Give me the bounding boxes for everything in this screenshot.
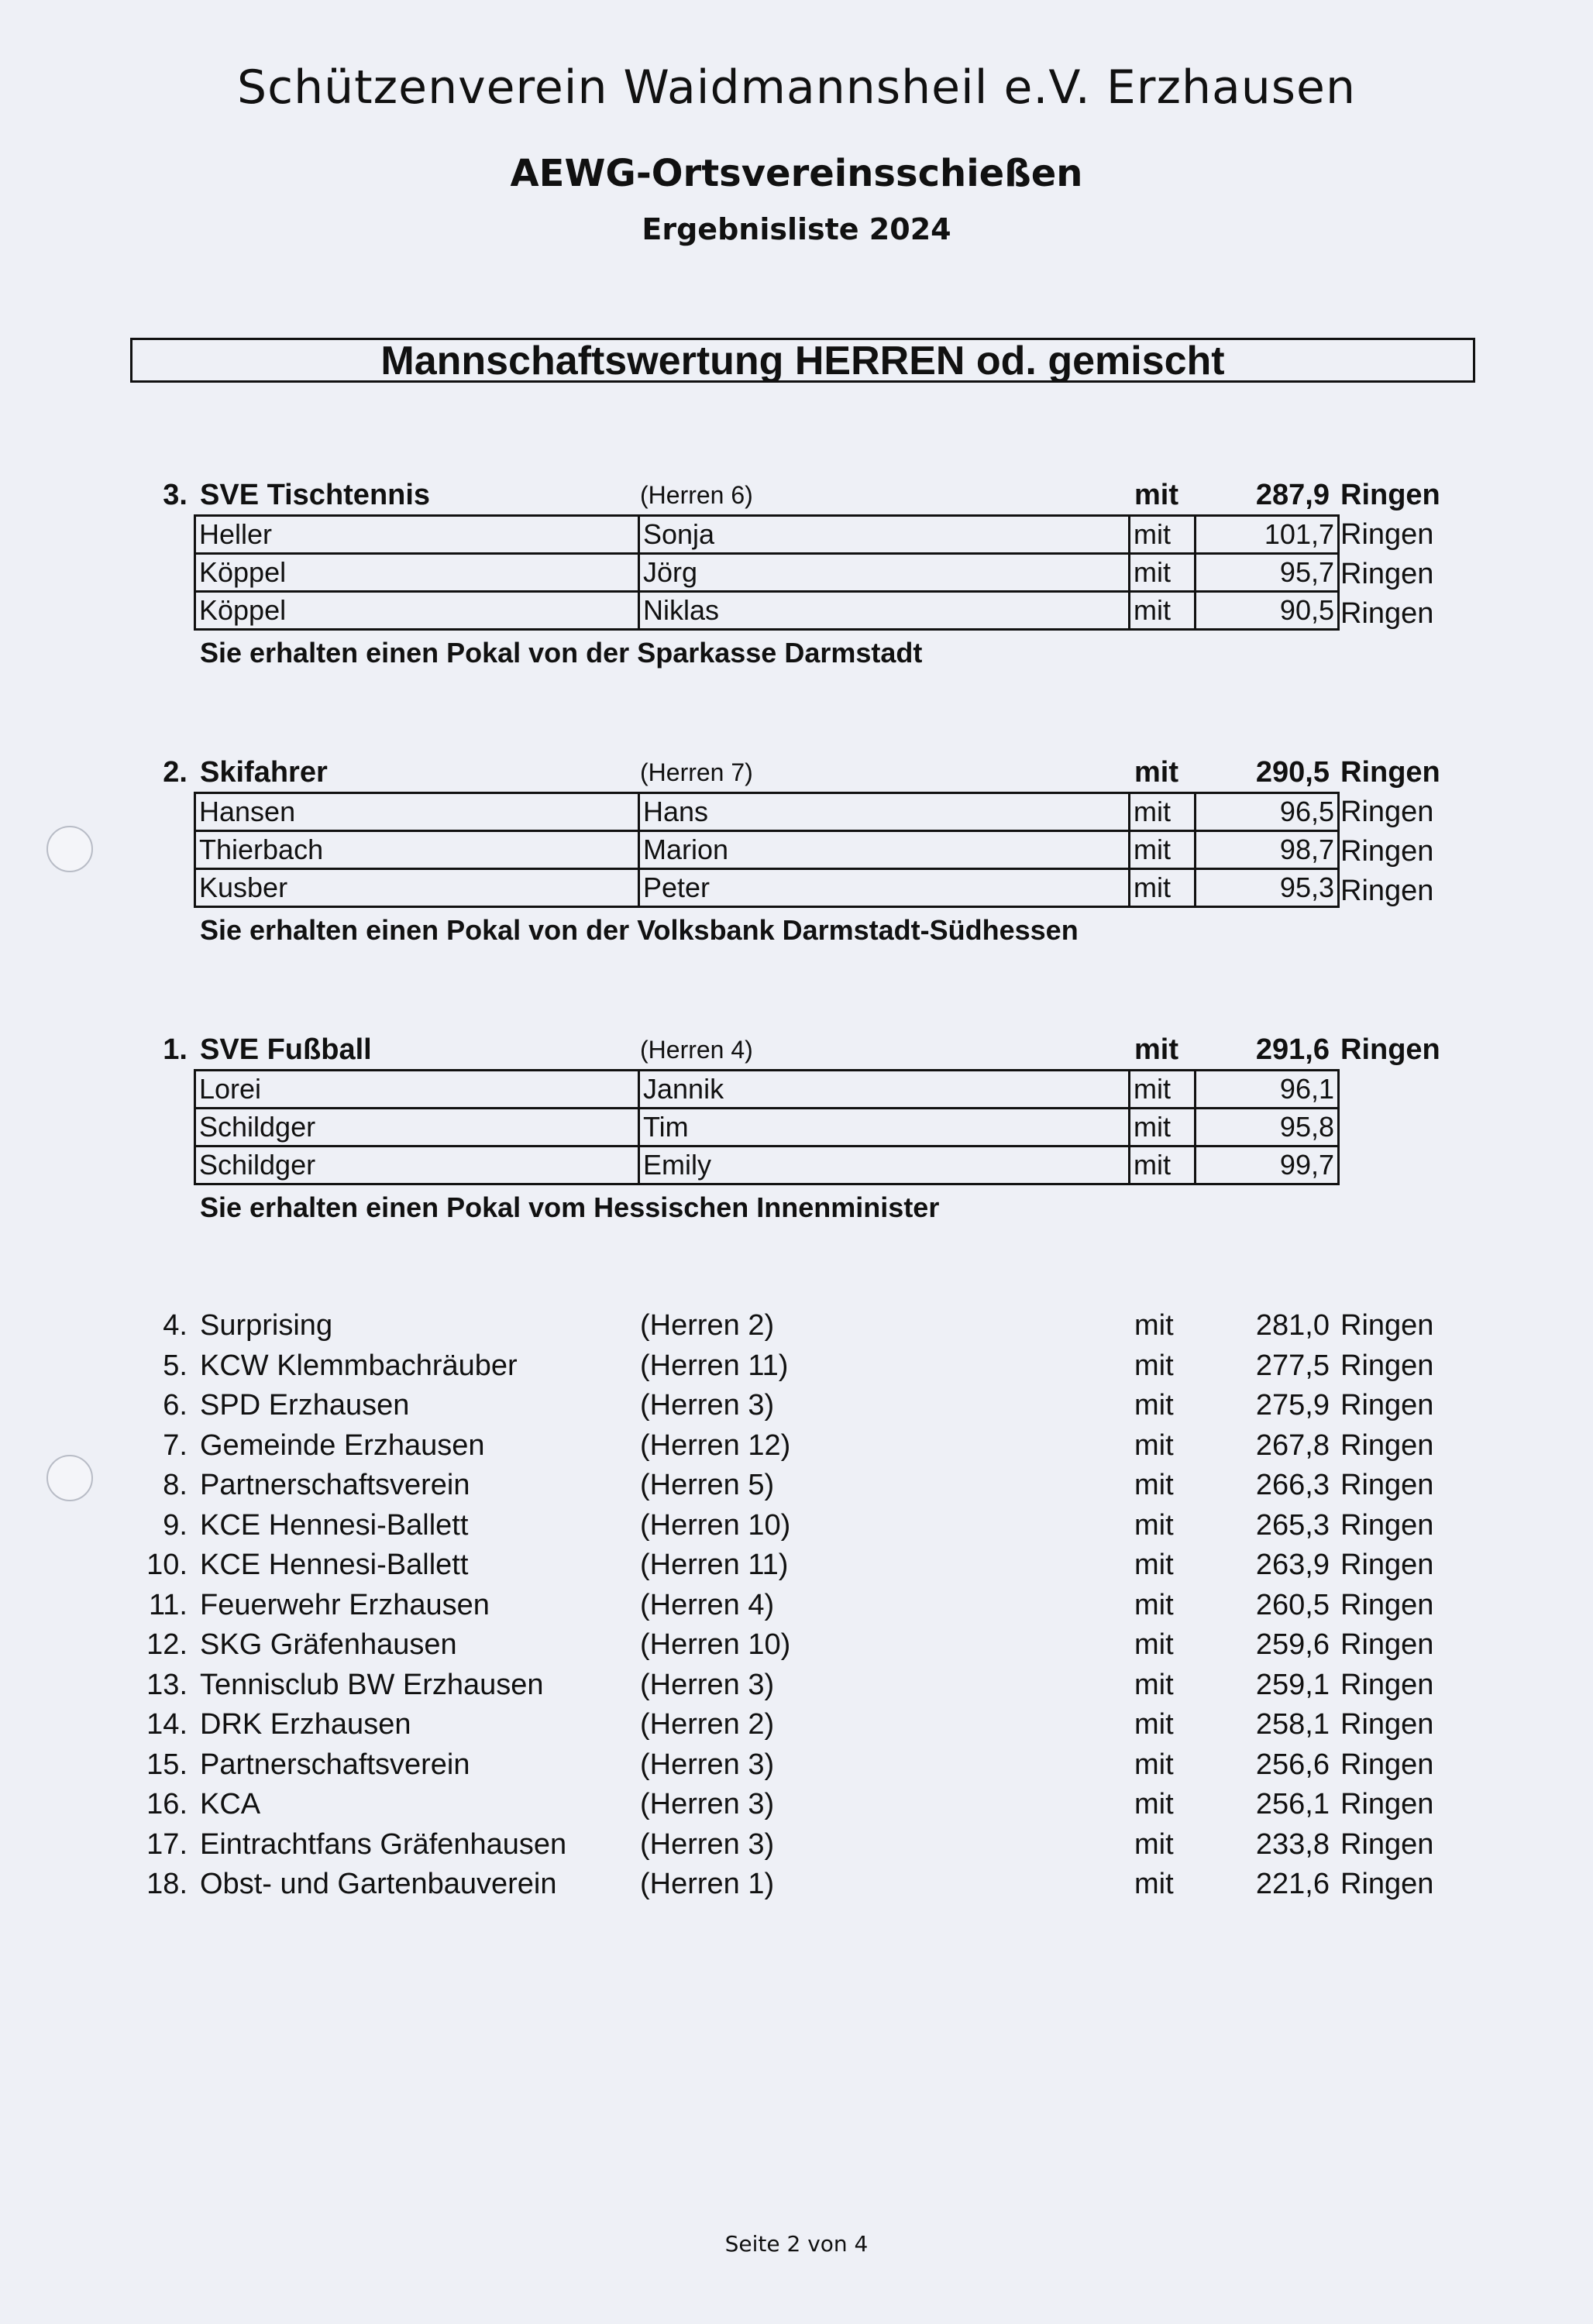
- ranking-score: 263,9: [1255, 1549, 1330, 1581]
- ranking-team-name: Eintrachtfans Gräfenhausen: [200, 1827, 567, 1861]
- ranking-row: [0, 1785, 1593, 1825]
- member-mit: mit: [1130, 1109, 1196, 1147]
- member-mit: mit: [1130, 554, 1196, 592]
- member-table: [194, 1069, 1340, 1185]
- ranking-unit: Ringen: [1340, 1628, 1434, 1661]
- ranking-mit: mit: [1134, 1628, 1174, 1661]
- page-number: Seite 2 von 4: [724, 2231, 869, 2257]
- team-mit: mit: [1134, 1033, 1178, 1066]
- ranking-team-name: KCE Hennesi-Ballett: [200, 1508, 469, 1542]
- member-last-name: Kusber: [195, 869, 639, 907]
- ranking-team-name: KCA: [200, 1788, 261, 1820]
- ranking-unit: Ringen: [1340, 1868, 1434, 1900]
- ranking-mit: mit: [1134, 1708, 1174, 1741]
- ranking-row: [0, 1586, 1593, 1626]
- member-last-name: Köppel: [195, 592, 639, 630]
- team-name: Skifahrer: [200, 756, 328, 789]
- ranking-mit: mit: [1134, 1349, 1174, 1382]
- ranking-team-name: Surprising: [200, 1309, 333, 1342]
- team-score: 287,9: [1255, 479, 1330, 511]
- club-title: Schützenverein Waidmannsheil e.V. Erzhausen: [237, 60, 1356, 115]
- member-score: 95,8: [1196, 1109, 1339, 1147]
- ranking-rank: 6.: [163, 1389, 188, 1422]
- team-name: SVE Fußball: [200, 1033, 372, 1066]
- ranking-group: (Herren 3): [640, 1748, 775, 1781]
- member-first-name: Hans: [639, 793, 1130, 831]
- team-unit: Ringen: [1340, 1033, 1440, 1066]
- team-unit: Ringen: [1340, 756, 1440, 789]
- ranking-mit: mit: [1134, 1748, 1174, 1781]
- member-mit: mit: [1130, 516, 1196, 554]
- ranking-score: 256,6: [1255, 1748, 1330, 1781]
- ranking-mit: mit: [1134, 1389, 1174, 1422]
- member-table: [194, 792, 1340, 908]
- member-last-name: Heller: [195, 516, 639, 554]
- ranking-row: [0, 1625, 1593, 1666]
- ranking-rank: 5.: [163, 1349, 188, 1382]
- ranking-team-name: SKG Gräfenhausen: [200, 1628, 457, 1661]
- ranking-row: [0, 1545, 1593, 1586]
- ranking-team-name: SPD Erzhausen: [200, 1389, 410, 1422]
- ranking-team-name: Partnerschaftsverein: [200, 1748, 470, 1781]
- ranking-group: (Herren 11): [640, 1349, 789, 1382]
- ranking-score: 260,5: [1255, 1588, 1330, 1621]
- team-name: SVE Tischtennis: [200, 479, 431, 511]
- team-rank: 3.: [163, 479, 188, 511]
- ranking-rank: 17.: [146, 1827, 188, 1861]
- ranking-rank: 12.: [146, 1628, 188, 1661]
- member-last-name: Hansen: [195, 793, 639, 831]
- member-mit: mit: [1130, 831, 1196, 869]
- ranking-score: 259,1: [1255, 1668, 1330, 1701]
- ranking-unit: Ringen: [1340, 1827, 1434, 1861]
- ranking-mit: mit: [1134, 1309, 1174, 1342]
- member-row: [195, 516, 1339, 554]
- team-group: (Herren 6): [640, 481, 753, 509]
- ranking-score: 267,8: [1255, 1428, 1330, 1462]
- ranking-unit: Ringen: [1340, 1748, 1434, 1781]
- member-row: [195, 869, 1339, 907]
- ranking-group: (Herren 10): [640, 1628, 791, 1661]
- member-mit: mit: [1130, 869, 1196, 907]
- member-unit: Ringen: [1340, 558, 1434, 590]
- ranking-rank: 13.: [146, 1668, 188, 1701]
- ranking-row: [0, 1306, 1593, 1346]
- member-row: [195, 554, 1339, 592]
- member-score: 101,7: [1196, 516, 1339, 554]
- ranking-unit: Ringen: [1340, 1508, 1434, 1542]
- ranking-score: 233,8: [1255, 1827, 1330, 1861]
- member-unit: Ringen: [1340, 597, 1434, 630]
- member-first-name: Jannik: [639, 1071, 1130, 1109]
- ranking-rank: 9.: [163, 1508, 188, 1542]
- member-row: [195, 1147, 1339, 1184]
- ranking-row: [0, 1865, 1593, 1905]
- member-last-name: Schildger: [195, 1109, 639, 1147]
- ranking-team-name: Obst- und Gartenbauverein: [200, 1868, 557, 1900]
- member-last-name: Lorei: [195, 1071, 639, 1109]
- ranking-unit: Ringen: [1340, 1549, 1434, 1581]
- ranking-rank: 18.: [146, 1868, 188, 1900]
- team-group: (Herren 4): [640, 1036, 753, 1064]
- ranking-row: [0, 1825, 1593, 1865]
- ranking-team-name: DRK Erzhausen: [200, 1708, 411, 1741]
- ranking-rank: 7.: [163, 1428, 188, 1462]
- member-first-name: Marion: [639, 831, 1130, 869]
- member-row: [195, 592, 1339, 630]
- ranking-mit: mit: [1134, 1469, 1174, 1501]
- ranking-team-name: Tennisclub BW Erzhausen: [200, 1668, 544, 1701]
- ranking-row: [0, 1426, 1593, 1466]
- ranking-mit: mit: [1134, 1668, 1174, 1701]
- ranking-group: (Herren 10): [640, 1508, 791, 1542]
- ranking-group: (Herren 4): [640, 1588, 775, 1621]
- member-mit: mit: [1130, 1071, 1196, 1109]
- team-unit: Ringen: [1340, 479, 1440, 511]
- list-title: Ergebnisliste 2024: [642, 212, 951, 246]
- ranking-unit: Ringen: [1340, 1428, 1434, 1462]
- member-first-name: Niklas: [639, 592, 1130, 630]
- ranking-group: (Herren 11): [640, 1549, 789, 1581]
- member-score: 99,7: [1196, 1147, 1339, 1184]
- member-last-name: Schildger: [195, 1147, 639, 1184]
- team-mit: mit: [1134, 479, 1178, 511]
- ranking-rank: 8.: [163, 1469, 188, 1501]
- ranking-group: (Herren 12): [640, 1428, 791, 1462]
- ranking-unit: Ringen: [1340, 1309, 1434, 1342]
- member-row: [195, 1071, 1339, 1109]
- team-header: [0, 753, 1593, 792]
- member-unit: Ringen: [1340, 518, 1434, 551]
- ranking-row: [0, 1506, 1593, 1546]
- member-first-name: Tim: [639, 1109, 1130, 1147]
- member-row: [195, 831, 1339, 869]
- ranking-mit: mit: [1134, 1428, 1174, 1462]
- ranking-mit: mit: [1134, 1549, 1174, 1581]
- ranking-unit: Ringen: [1340, 1708, 1434, 1741]
- member-row: [195, 793, 1339, 831]
- ranking-mit: mit: [1134, 1788, 1174, 1820]
- ranking-team-name: KCE Hennesi-Ballett: [200, 1549, 469, 1581]
- ranking-group: (Herren 1): [640, 1868, 775, 1900]
- ranking-team-name: Gemeinde Erzhausen: [200, 1428, 485, 1462]
- ranking-unit: Ringen: [1340, 1668, 1434, 1701]
- member-score: 96,1: [1196, 1071, 1339, 1109]
- ranking-group: (Herren 3): [640, 1389, 775, 1422]
- ranking-rank: 16.: [146, 1788, 188, 1820]
- team-mit: mit: [1134, 756, 1178, 789]
- member-first-name: Sonja: [639, 516, 1130, 554]
- ranking-team-name: Partnerschaftsverein: [200, 1469, 470, 1501]
- ranking-rank: 15.: [146, 1748, 188, 1781]
- member-mit: mit: [1130, 592, 1196, 630]
- ranking-rank: 11.: [148, 1588, 188, 1621]
- ranking-score: 258,1: [1255, 1708, 1330, 1741]
- ranking-team-name: KCW Klemmbachräuber: [200, 1349, 518, 1382]
- member-first-name: Emily: [639, 1147, 1130, 1184]
- ranking-unit: Ringen: [1340, 1788, 1434, 1820]
- trophy-note: Sie erhalten einen Pokal von der Sparkasse Darmstadt: [200, 637, 923, 669]
- ranking-group: (Herren 5): [640, 1469, 775, 1501]
- ranking-score: 256,1: [1255, 1788, 1330, 1820]
- ranking-rank: 14.: [146, 1708, 188, 1741]
- member-first-name: Peter: [639, 869, 1130, 907]
- ranking-score: 265,3: [1255, 1508, 1330, 1542]
- team-header: [0, 476, 1593, 514]
- team-header: [0, 1030, 1593, 1069]
- ranking-rank: 4.: [163, 1309, 188, 1342]
- member-mit: mit: [1130, 1147, 1196, 1184]
- member-last-name: Köppel: [195, 554, 639, 592]
- ranking-team-name: Feuerwehr Erzhausen: [200, 1588, 490, 1621]
- punch-hole: [46, 826, 93, 872]
- member-table: [194, 514, 1340, 631]
- ranking-group: (Herren 2): [640, 1708, 775, 1741]
- member-score: 95,3: [1196, 869, 1339, 907]
- member-mit: mit: [1130, 793, 1196, 831]
- ranking-list: [0, 1306, 1593, 1905]
- ranking-row: [0, 1705, 1593, 1745]
- member-score: 90,5: [1196, 592, 1339, 630]
- member-score: 95,7: [1196, 554, 1339, 592]
- ranking-rank: 10.: [146, 1549, 188, 1581]
- team-rank: 2.: [163, 756, 188, 789]
- ranking-group: (Herren 3): [640, 1788, 775, 1820]
- team-score: 291,6: [1255, 1033, 1330, 1066]
- ranking-score: 221,6: [1255, 1868, 1330, 1900]
- ranking-mit: mit: [1134, 1868, 1174, 1900]
- ranking-mit: mit: [1134, 1508, 1174, 1542]
- ranking-unit: Ringen: [1340, 1389, 1434, 1422]
- ranking-score: 266,3: [1255, 1469, 1330, 1501]
- member-score: 98,7: [1196, 831, 1339, 869]
- member-first-name: Jörg: [639, 554, 1130, 592]
- member-score: 96,5: [1196, 793, 1339, 831]
- ranking-unit: Ringen: [1340, 1588, 1434, 1621]
- ranking-score: 259,6: [1255, 1628, 1330, 1661]
- team-rank: 1.: [163, 1033, 188, 1066]
- category-banner: Mannschaftswertung HERREN od. gemischt: [130, 338, 1475, 383]
- team-group: (Herren 7): [640, 758, 753, 786]
- member-unit: Ringen: [1340, 796, 1434, 828]
- ranking-group: (Herren 2): [640, 1309, 775, 1342]
- ranking-mit: mit: [1134, 1827, 1174, 1861]
- ranking-unit: Ringen: [1340, 1469, 1434, 1501]
- ranking-row: [0, 1466, 1593, 1506]
- ranking-group: (Herren 3): [640, 1668, 775, 1701]
- ranking-mit: mit: [1134, 1588, 1174, 1621]
- trophy-note: Sie erhalten einen Pokal von der Volksbank Darmstadt-Südhessen: [200, 914, 1079, 946]
- member-unit: Ringen: [1340, 875, 1434, 907]
- ranking-row: [0, 1745, 1593, 1786]
- ranking-score: 277,5: [1255, 1349, 1330, 1382]
- ranking-row: [0, 1346, 1593, 1387]
- trophy-note: Sie erhalten einen Pokal vom Hessischen Innenminister: [200, 1191, 940, 1223]
- ranking-score: 275,9: [1255, 1389, 1330, 1422]
- ranking-row: [0, 1666, 1593, 1706]
- ranking-score: 281,0: [1255, 1309, 1330, 1342]
- member-row: [195, 1109, 1339, 1147]
- ranking-row: [0, 1386, 1593, 1426]
- member-last-name: Thierbach: [195, 831, 639, 869]
- member-unit: Ringen: [1340, 835, 1434, 868]
- ranking-group: (Herren 3): [640, 1827, 775, 1861]
- event-title: AEWG-Ortsvereinsschießen: [510, 152, 1083, 195]
- ranking-unit: Ringen: [1340, 1349, 1434, 1382]
- team-score: 290,5: [1255, 756, 1330, 789]
